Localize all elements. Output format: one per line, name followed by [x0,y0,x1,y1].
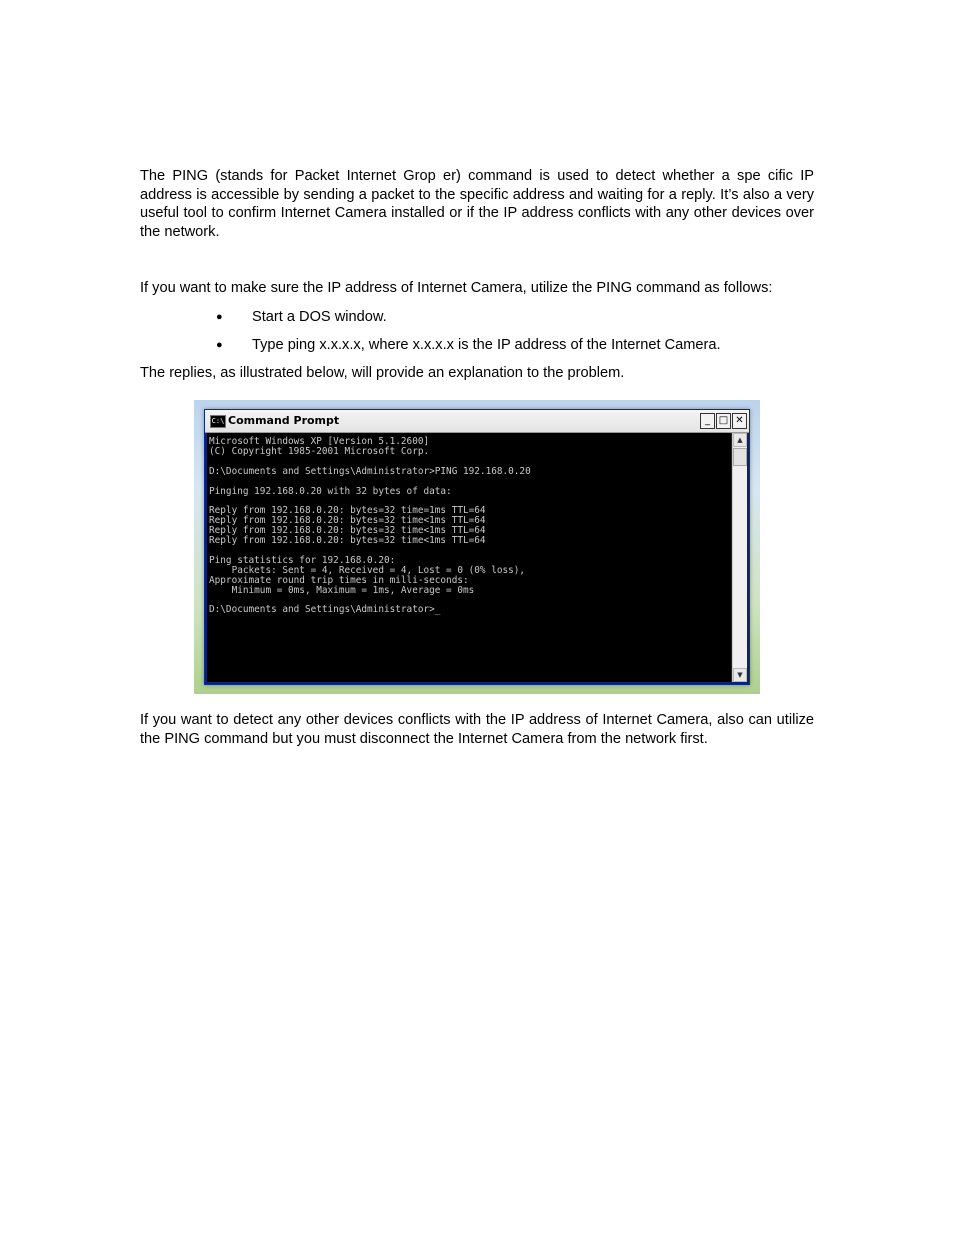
console-app-icon: C:\ [210,415,226,428]
command-prompt-screenshot [194,400,760,694]
minimize-button[interactable]: _ [700,413,715,429]
close-button[interactable]: ✕ [732,413,747,429]
instruction-paragraph: If you want to make sure the IP address of Internet Camera, utilize the PING command as follows: [140,280,773,296]
scroll-thumb[interactable] [733,448,747,466]
vertical-scrollbar[interactable] [732,433,747,682]
bullet-text: Type ping x.x.x.x, where x.x.x.x is the IP address of the Internet Camera. [252,337,721,353]
conflict-paragraph: If you want to detect any other devices conflicts with the IP address of Internet Camera, also can utilize the PING command but you must disconnect the Internet Camera from the network first. [140,712,814,747]
bullet-item [216,336,721,354]
console-text: Microsoft Windows XP [Version 5.1.2600] (C) Copyright 1985-2001 Microsoft Corp. D:\Documents and Settings\Administrator>PING 192.168.0.20 Pinging 192.168.0.20 with 32 bytes of data: Reply from 192.168.0.20: bytes=32 time=1ms TTL=64 Reply from 192.168.0.20: bytes=32 time<1ms TTL=64 Reply from 192.168.0.20: bytes=32 time<1ms TTL=64 Reply from 192.168.0.20: bytes=32 time<1ms TTL=64 Ping statistics for 192.168.0.20: Packets: Sent = 4, Received = 4, Lost = 0 (0% loss), Approximate round trip times in milli-seconds: Minimum = 0ms, Maximum = 1ms, Average = 0ms D:\Documents and Settings\Administrator>_ [209,436,531,616]
bullet-item [216,308,387,326]
bullet-icon: ● [216,339,223,351]
replies-paragraph: The replies, as illustrated below, will provide an explanation to the problem. [140,365,625,381]
scroll-down-icon[interactable]: ▼ [733,668,747,682]
bullet-icon: ● [216,311,223,323]
intro-paragraph: The PING (stands for Packet Internet Grop er) command is used to detect whether a spe cific IP address is accessible by sending a packet to the specific address and waiting for a reply. It’s also a very useful tool to confirm Internet Camera installed or if the IP address conflicts with any other devices over the network. [140,168,814,240]
window-title: Command Prompt [228,414,340,427]
scroll-up-icon[interactable]: ▲ [733,433,747,447]
maximize-button[interactable]: □ [716,413,731,429]
window-titlebar[interactable] [205,410,749,433]
command-prompt-window [204,409,750,685]
bullet-text: Start a DOS window. [252,309,387,325]
console-output[interactable] [207,433,731,682]
